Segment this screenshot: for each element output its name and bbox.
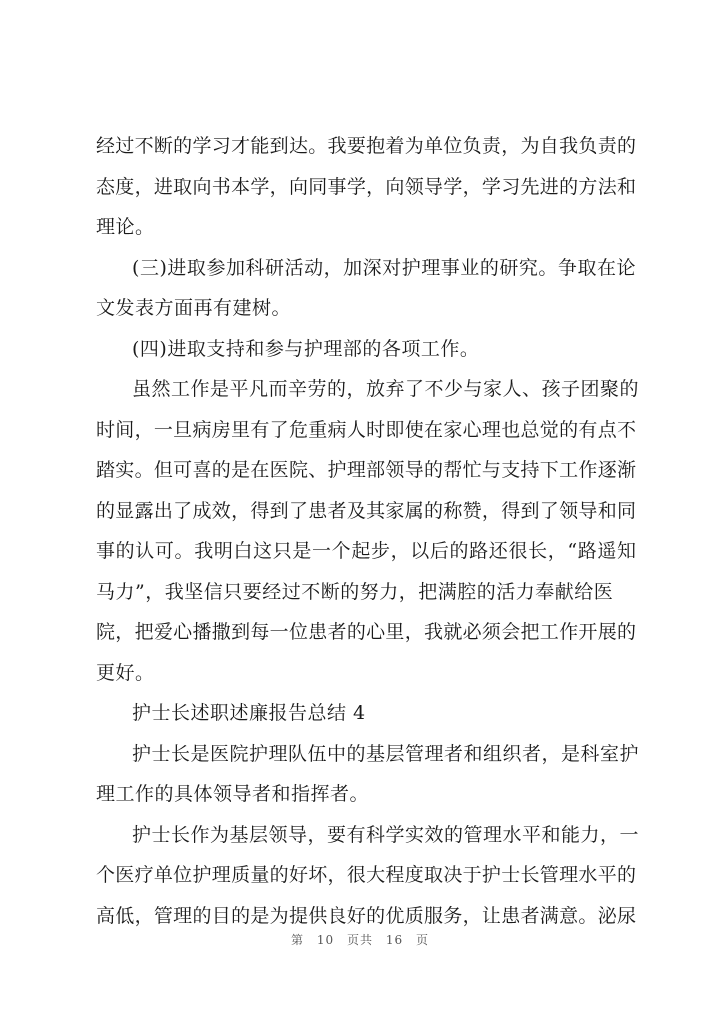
section-heading: 护士长述职述廉报告总结 4 [132, 702, 366, 724]
text-line: 个医疗单位护理质量的好坏，很大程度取决于护士长管理水平的 [96, 864, 636, 886]
footer-total-pages: 16 [385, 933, 404, 947]
text-line: 护士长是医院护理队伍中的基层管理者和组织者，是科室护 [132, 743, 640, 765]
text-line: 态度，进取向书本学，向同事学，向领导学，学习先进的方法和 [96, 176, 636, 198]
text-line: 理工作的具体领导者和指挥者。 [96, 783, 370, 805]
footer-suffix: 页 [415, 933, 429, 947]
text-line: 虽然工作是平凡而辛劳的，放弃了不少与家人、孩子团聚的 [132, 378, 640, 400]
footer-prefix: 第 [291, 933, 305, 947]
text-line: 经过不断的学习才能到达。我要抱着为单位负责，为自我负责的 [96, 135, 636, 157]
text-line: 更好。 [96, 662, 155, 684]
text-line: 的显露出了成效，得到了患者及其家属的称赞，得到了领导和同 [96, 500, 636, 522]
text-line: 事的认可。我明白这只是一个起步，以后的路还很长，“路遥知 [96, 540, 636, 562]
text-line: (四)进取支持和参与护理部的各项工作。 [132, 338, 480, 360]
text-line: (三)进取参加科研活动，加深对护理事业的研究。争取在论 [132, 257, 636, 279]
text-line: 高低，管理的目的是为提供良好的优质服务，让患者满意。泌尿 [96, 905, 636, 927]
text-line: 文发表方面再有建树。 [96, 297, 292, 319]
text-line: 时间，一旦病房里有了危重病人时即使在家心理也总觉的有点不 [96, 419, 636, 441]
page-footer [0, 931, 720, 948]
text-line: 马力”，我坚信只要经过不断的努力，把满腔的活力奉献给医 [96, 581, 614, 603]
text-line: 院，把爱心播撒到每一位患者的心里，我就必须会把工作开展的 [96, 621, 636, 643]
text-line: 踏实。但可喜的是在医院、护理部领导的帮忙与支持下工作逐渐 [96, 459, 636, 481]
footer-page-number: 10 [316, 933, 335, 947]
text-line: 理论。 [96, 216, 155, 238]
text-line: 护士长作为基层领导，要有科学实效的管理水平和能力，一 [132, 824, 640, 846]
footer-middle: 页共 [346, 933, 373, 947]
